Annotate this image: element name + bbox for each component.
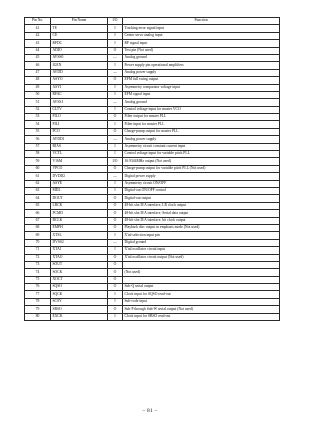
table-row	[25, 306, 280, 313]
header-pin-name: Pin Name	[51, 18, 108, 25]
pin-function-cell	[123, 276, 280, 283]
pin-number-cell: 48	[25, 77, 51, 84]
pin-table-body	[25, 25, 280, 321]
table-row	[25, 62, 280, 69]
header-function: Function	[123, 18, 280, 25]
pin-name-cell: IGEN	[51, 62, 108, 69]
table-row	[25, 202, 280, 209]
pin-io-cell: I	[108, 84, 123, 91]
table-row	[25, 121, 280, 128]
pin-number-cell: 42	[25, 32, 51, 39]
table-row	[25, 269, 280, 276]
table-row	[25, 40, 280, 47]
pin-function-table	[24, 17, 280, 321]
pin-function-cell: Digital-out ON/OFF control	[123, 187, 280, 194]
pin-number-cell: 60	[25, 165, 51, 172]
pin-function-cell: Analog power supply	[123, 69, 280, 76]
table-row	[25, 54, 280, 61]
table-row	[25, 195, 280, 202]
pin-function-cell: Digital power supply	[123, 173, 280, 180]
table-row	[25, 84, 280, 91]
pin-io-cell: O	[108, 165, 123, 172]
pin-function-cell	[123, 261, 280, 268]
pin-number-cell: 76	[25, 284, 51, 291]
pin-function-cell: Asymmetry comparator voltage input	[123, 84, 280, 91]
pin-io-cell: I	[108, 313, 123, 320]
pin-io-cell: I	[108, 62, 123, 69]
pin-function-cell: Tracking error signal input	[123, 25, 280, 32]
pin-name-cell: AVDD	[51, 69, 108, 76]
pin-number-cell: 45	[25, 54, 51, 61]
table-row	[25, 106, 280, 113]
table-row	[25, 136, 280, 143]
pin-number-cell: 64	[25, 195, 51, 202]
pin-function-cell: X'tal oscillator circuit output (Not used)	[123, 254, 280, 261]
table-row	[25, 187, 280, 194]
pin-function-cell: Asymmetry circuit constant current input	[123, 143, 280, 150]
pin-name-cell: SCSY	[51, 298, 108, 305]
pin-function-cell: Digital ground	[123, 239, 280, 246]
pin-name-cell: SBSO	[51, 306, 108, 313]
pin-name-cell: LRCK	[51, 202, 108, 209]
table-header-row	[25, 18, 280, 25]
pin-io-cell: O	[108, 224, 123, 231]
table-row	[25, 91, 280, 98]
pin-io-cell: I	[108, 298, 123, 305]
pin-number-cell: 54	[25, 121, 51, 128]
pin-function-cell: (Not used)	[123, 269, 280, 276]
pin-number-cell: 68	[25, 224, 51, 231]
table-row	[25, 224, 280, 231]
pin-name-cell: SOUT	[51, 261, 108, 268]
pin-number-cell: 57	[25, 143, 51, 150]
pin-number-cell: 41	[25, 25, 51, 32]
pin-name-cell: SQSO	[51, 284, 108, 291]
pin-function-cell: Sub-Q serial output	[123, 284, 280, 291]
table-row	[25, 291, 280, 298]
pin-name-cell: CLTV	[51, 106, 108, 113]
pin-io-cell: O	[108, 261, 123, 268]
table-row	[25, 254, 280, 261]
pin-number-cell: 51	[25, 99, 51, 106]
pin-io-cell: I	[108, 180, 123, 187]
pin-name-cell: ASYI	[51, 84, 108, 91]
table-row	[25, 99, 280, 106]
pin-io-cell: I	[108, 291, 123, 298]
pin-function-cell: Playback disc output in emphasis mode (Not used)	[123, 224, 280, 231]
pin-function-cell: Asymmetry circuit ON/OFF	[123, 180, 280, 187]
table-row	[25, 247, 280, 254]
pin-function-cell: EFM signal input	[123, 91, 280, 98]
pin-number-cell: 74	[25, 269, 51, 276]
pin-number-cell: 79	[25, 306, 51, 313]
pin-number-cell: 72	[25, 254, 51, 261]
pin-number-cell: 65	[25, 202, 51, 209]
pin-name-cell: BIAS	[51, 143, 108, 150]
pin-io-cell: O	[108, 276, 123, 283]
pin-function-cell: Control voltage input for variable pitch PLL	[123, 151, 280, 158]
pin-io-cell: O	[108, 77, 123, 84]
pin-number-cell: 78	[25, 298, 51, 305]
pin-io-cell: I	[108, 151, 123, 158]
pin-name-cell: XTAO	[51, 254, 108, 261]
pin-name-cell: XTSL	[51, 232, 108, 239]
pin-number-cell: 73	[25, 261, 51, 268]
pin-function-cell: Clock input for SBSO read-out	[123, 313, 280, 320]
pin-number-cell: 50	[25, 91, 51, 98]
pin-name-cell: XTAI	[51, 247, 108, 254]
pin-number-cell: 63	[25, 187, 51, 194]
table-row	[25, 313, 280, 320]
pin-number-cell: 75	[25, 276, 51, 283]
pin-name-cell: DVDD2	[51, 173, 108, 180]
pin-name-cell: CE	[51, 32, 108, 39]
pin-number-cell: 52	[25, 106, 51, 113]
pin-function-cell: Sub-code input	[123, 298, 280, 305]
pin-io-cell: O	[108, 128, 123, 135]
pin-function-cell: Clock input for SQSO read-out	[123, 291, 280, 298]
pin-function-cell: Control voltage input for master VCO	[123, 106, 280, 113]
pin-io-cell: I	[108, 121, 123, 128]
pin-function-cell: Digital-out output	[123, 195, 280, 202]
pin-function-cell: 48-bit slot D/A interface, Serial data output	[123, 210, 280, 217]
pin-io-cell: —	[108, 173, 123, 180]
pin-io-cell: I	[108, 40, 123, 47]
pin-io-cell: O	[108, 47, 123, 54]
pin-name-cell: EXCK	[51, 313, 108, 320]
pin-function-cell: 16.9344MHz output (Not used)	[123, 158, 280, 165]
table-row	[25, 232, 280, 239]
pin-io-cell: O	[108, 269, 123, 276]
table-row	[25, 173, 280, 180]
pin-function-cell: Charge-pump output for master PLL	[123, 128, 280, 135]
pin-function-cell: X'tal selection input pin	[123, 232, 280, 239]
pin-name-cell: ASYO	[51, 77, 108, 84]
pin-number-cell: 67	[25, 217, 51, 224]
pin-function-cell: EFM full swing output	[123, 77, 280, 84]
table-row	[25, 32, 280, 39]
table-row	[25, 284, 280, 291]
pin-function-cell: Sub-P through Sub-W serial output (Not used)	[123, 306, 280, 313]
pin-number-cell: 61	[25, 173, 51, 180]
pin-number-cell: 58	[25, 151, 51, 158]
pin-name-cell: FILO	[51, 114, 108, 121]
pin-number-cell: 69	[25, 232, 51, 239]
table-row	[25, 69, 280, 76]
pin-name-cell: FILI	[51, 121, 108, 128]
pin-number-cell: 77	[25, 291, 51, 298]
pin-function-cell: 48-bit slot D/A interface, LR clock output	[123, 202, 280, 209]
pin-number-cell: 70	[25, 239, 51, 246]
table-row	[25, 25, 280, 32]
pin-io-cell: O	[108, 284, 123, 291]
pin-name-cell: ADIO	[51, 47, 108, 54]
pin-io-cell: O	[108, 202, 123, 209]
pin-io-cell: O	[108, 210, 123, 217]
pin-name-cell: V16M	[51, 158, 108, 165]
pin-name-cell: VPCO	[51, 165, 108, 172]
pin-io-cell: O	[108, 217, 123, 224]
pin-number-cell: 44	[25, 47, 51, 54]
pin-function-cell: X'tal oscillator circuit input	[123, 247, 280, 254]
pin-number-cell: 56	[25, 136, 51, 143]
pin-name-cell: PCO	[51, 128, 108, 135]
table-row	[25, 217, 280, 224]
pin-name-cell: EMPH	[51, 224, 108, 231]
table-row	[25, 239, 280, 246]
pin-io-cell: I	[108, 106, 123, 113]
pin-name-cell: SQCK	[51, 291, 108, 298]
pin-io-cell: I	[108, 91, 123, 98]
pin-function-cell: Center servo analog input	[123, 32, 280, 39]
pin-name-cell: MD2	[51, 187, 108, 194]
pin-io-cell: O	[108, 306, 123, 313]
pin-name-cell: AVDD1	[51, 136, 108, 143]
pin-function-cell: Analog ground	[123, 99, 280, 106]
pin-function-cell: Test pin (Not used)	[123, 47, 280, 54]
table-row	[25, 77, 280, 84]
pin-number-cell: 71	[25, 247, 51, 254]
pin-io-cell: —	[108, 239, 123, 246]
pin-function-cell: Charge-pump output for variable pitch PLL (Not used)	[123, 165, 280, 172]
pin-number-cell: 55	[25, 128, 51, 135]
pin-io-cell: I	[108, 25, 123, 32]
table-row	[25, 143, 280, 150]
pin-name-cell: TE	[51, 25, 108, 32]
pin-function-cell: Analog power supply	[123, 136, 280, 143]
pin-number-cell: 43	[25, 40, 51, 47]
header-pin-no: Pin No.	[25, 18, 51, 25]
pin-name-cell: AVSS0	[51, 54, 108, 61]
pin-number-cell: 53	[25, 114, 51, 121]
pin-name-cell: SOCK	[51, 269, 108, 276]
pin-io-cell: —	[108, 136, 123, 143]
pin-io-cell: —	[108, 69, 123, 76]
pin-name-cell: VCTL	[51, 151, 108, 158]
pin-number-cell: 46	[25, 62, 51, 69]
table-row	[25, 261, 280, 268]
pin-function-cell: 48-bit slot D/A interface, bit clock output	[123, 217, 280, 224]
pin-function-cell: RF signal input	[123, 40, 280, 47]
pin-io-cell: O	[108, 195, 123, 202]
pin-io-cell: I	[108, 32, 123, 39]
pin-io-cell: —	[108, 99, 123, 106]
table-row	[25, 114, 280, 121]
table-row	[25, 151, 280, 158]
table-row	[25, 276, 280, 283]
pin-number-cell: 59	[25, 158, 51, 165]
pin-name-cell: PCMD	[51, 210, 108, 217]
pin-io-cell: I/O	[108, 158, 123, 165]
pin-name-cell: RFAC	[51, 91, 108, 98]
pin-name-cell: BCLK	[51, 217, 108, 224]
pin-function-cell: Filter input for master PLL	[123, 121, 280, 128]
pin-function-cell: Analog ground	[123, 54, 280, 61]
table-row	[25, 298, 280, 305]
pin-name-cell: DOUT	[51, 195, 108, 202]
pin-number-cell: 62	[25, 180, 51, 187]
pin-number-cell: 49	[25, 84, 51, 91]
pin-name-cell: RFDC	[51, 40, 108, 47]
pin-name-cell: ASYE	[51, 180, 108, 187]
table-row	[25, 165, 280, 172]
table-row	[25, 47, 280, 54]
table-row	[25, 158, 280, 165]
pin-number-cell: 66	[25, 210, 51, 217]
pin-io-cell: I	[108, 143, 123, 150]
header-io: I/O	[108, 18, 123, 25]
pin-function-cell: Power supply pin operational amplifiers	[123, 62, 280, 69]
table-row	[25, 128, 280, 135]
pin-io-cell: O	[108, 254, 123, 261]
pin-io-cell: O	[108, 114, 123, 121]
pin-io-cell: I	[108, 232, 123, 239]
pin-function-cell: Filter output for master PLL	[123, 114, 280, 121]
pin-number-cell: 80	[25, 313, 51, 320]
pin-name-cell: AVSS1	[51, 99, 108, 106]
table-row	[25, 210, 280, 217]
pin-name-cell: XOCT	[51, 276, 108, 283]
pin-io-cell: —	[108, 54, 123, 61]
pin-number-cell: 47	[25, 69, 51, 76]
pin-io-cell: I	[108, 187, 123, 194]
table-row	[25, 180, 280, 187]
pin-name-cell: DVSS2	[51, 239, 108, 246]
pin-io-cell: I	[108, 247, 123, 254]
page-number: – 81 –	[142, 408, 158, 414]
